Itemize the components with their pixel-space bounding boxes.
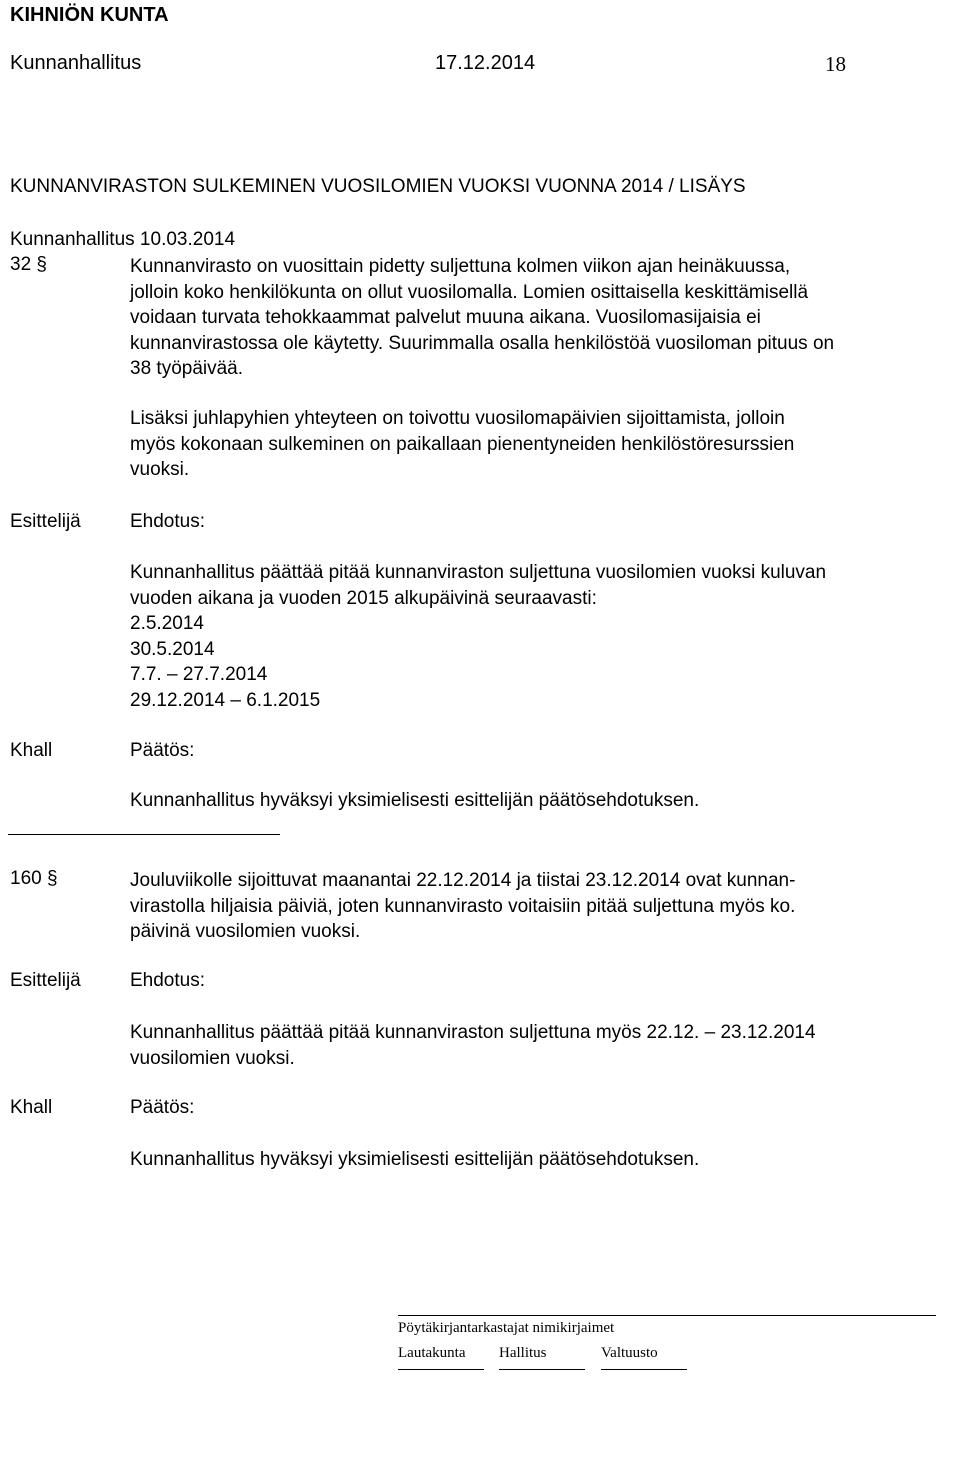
section-paragraph [130, 406, 950, 483]
proposal-label: Ehdotus: [130, 511, 205, 532]
municipality-name: KIHNIÖN KUNTA [10, 4, 169, 26]
paragraph-line: myös kokonaan sulkeminen on paikallaan pienentyneiden henkilöstöresurssien [130, 433, 795, 455]
signature-line-lautakunta [398, 1369, 484, 1370]
paragraph-line: 38 työpäivää. [130, 358, 244, 379]
paragraph-line: jolloin koko henkilökunta on ollut vuosilomalla. Lomien osittaisella keskittämisellä [130, 281, 809, 303]
page-number: 18 [825, 52, 846, 76]
paragraph-line: virastolla hiljaisia päiviä, joten kunnanvirasto voitaisiin pitää suljettuna myös ko. [130, 895, 796, 917]
signatures-label: Pöytäkirjantarkastajat nimikirjaimet [398, 1320, 615, 1336]
prior-meeting-reference: Kunnanhallitus 10.03.2014 [10, 229, 236, 250]
presenter-label: Esittelijä [10, 970, 81, 991]
decision-text: Kunnanhallitus hyväksyi yksimielisesti esittelijän päätösehdotuksen. [130, 790, 700, 811]
section-paragraph [130, 254, 950, 382]
meeting-date: 17.12.2014 [435, 52, 536, 74]
paragraph-line: päivinä vuosilomien vuoksi. [130, 921, 361, 942]
proposal-line: 30.5.2014 [130, 638, 215, 660]
paragraph-line: Jouluviikolle sijoittuvat maanantai 22.12.2014 ja tiistai 23.12.2014 ovat kunnan- [130, 870, 796, 891]
proposal-line: vuosilomien vuoksi. [130, 1047, 295, 1069]
signature-line-hallitus [499, 1369, 585, 1370]
section-separator [8, 834, 280, 835]
footer-rule [398, 1315, 936, 1316]
presenter-label: Esittelijä [10, 511, 81, 532]
section-number: 160 § [10, 868, 58, 889]
footer-column-valtuusto: Valtuusto [601, 1345, 658, 1361]
board-label: Khall [10, 740, 53, 761]
proposal-line: 2.5.2014 [130, 613, 204, 634]
footer-column-hallitus: Hallitus [499, 1345, 547, 1361]
section-paragraph [130, 868, 950, 945]
meeting-body: Kunnanhallitus [10, 52, 142, 74]
proposal-text [130, 1020, 950, 1071]
decision-label: Päätös: [130, 740, 195, 761]
section-number: 32 § [10, 254, 47, 275]
paragraph-line: Kunnanvirasto on vuosittain pidetty suljettuna kolmen viikon ajan heinäkuussa, [130, 256, 791, 277]
proposal-line: Kunnanhallitus päättää pitää kunnanviraston suljettuna myös 22.12. – 23.12.2014 [130, 1022, 816, 1043]
paragraph-line: kunnanvirastossa ole käytetty. Suurimmalla osalla henkilöstöä vuosiloman pituus on [130, 332, 835, 354]
proposal-label: Ehdotus: [130, 970, 205, 991]
proposal-line: Kunnanhallitus päättää pitää kunnanviraston suljettuna vuosilomien vuoksi kuluvan [130, 562, 827, 583]
footer-column-lautakunta: Lautakunta [398, 1345, 466, 1361]
paragraph-line: Lisäksi juhlapyhien yhteyteen on toivottu vuosilomapäivien sijoittamista, jolloin [130, 408, 785, 429]
proposal-line: 7.7. – 27.7.2014 [130, 664, 268, 685]
decision-label: Päätös: [130, 1097, 195, 1118]
signature-line-valtuusto [601, 1369, 687, 1370]
paragraph-line: voidaan turvata tehokkaammat palvelut muuna aikana. Vuosilomasijaisia ei [130, 307, 761, 328]
paragraph-line: vuoksi. [130, 459, 190, 480]
proposal-line: vuoden aikana ja vuoden 2015 alkupäivinä seuraavasti: [130, 587, 597, 609]
board-label: Khall [10, 1097, 53, 1118]
proposal-text [130, 560, 950, 713]
section-title: KUNNANVIRASTON SULKEMINEN VUOSILOMIEN VUOKSI VUONNA 2014 / LISÄYS [10, 176, 746, 197]
decision-text: Kunnanhallitus hyväksyi yksimielisesti esittelijän päätösehdotuksen. [130, 1149, 700, 1170]
proposal-line: 29.12.2014 – 6.1.2015 [130, 689, 321, 711]
